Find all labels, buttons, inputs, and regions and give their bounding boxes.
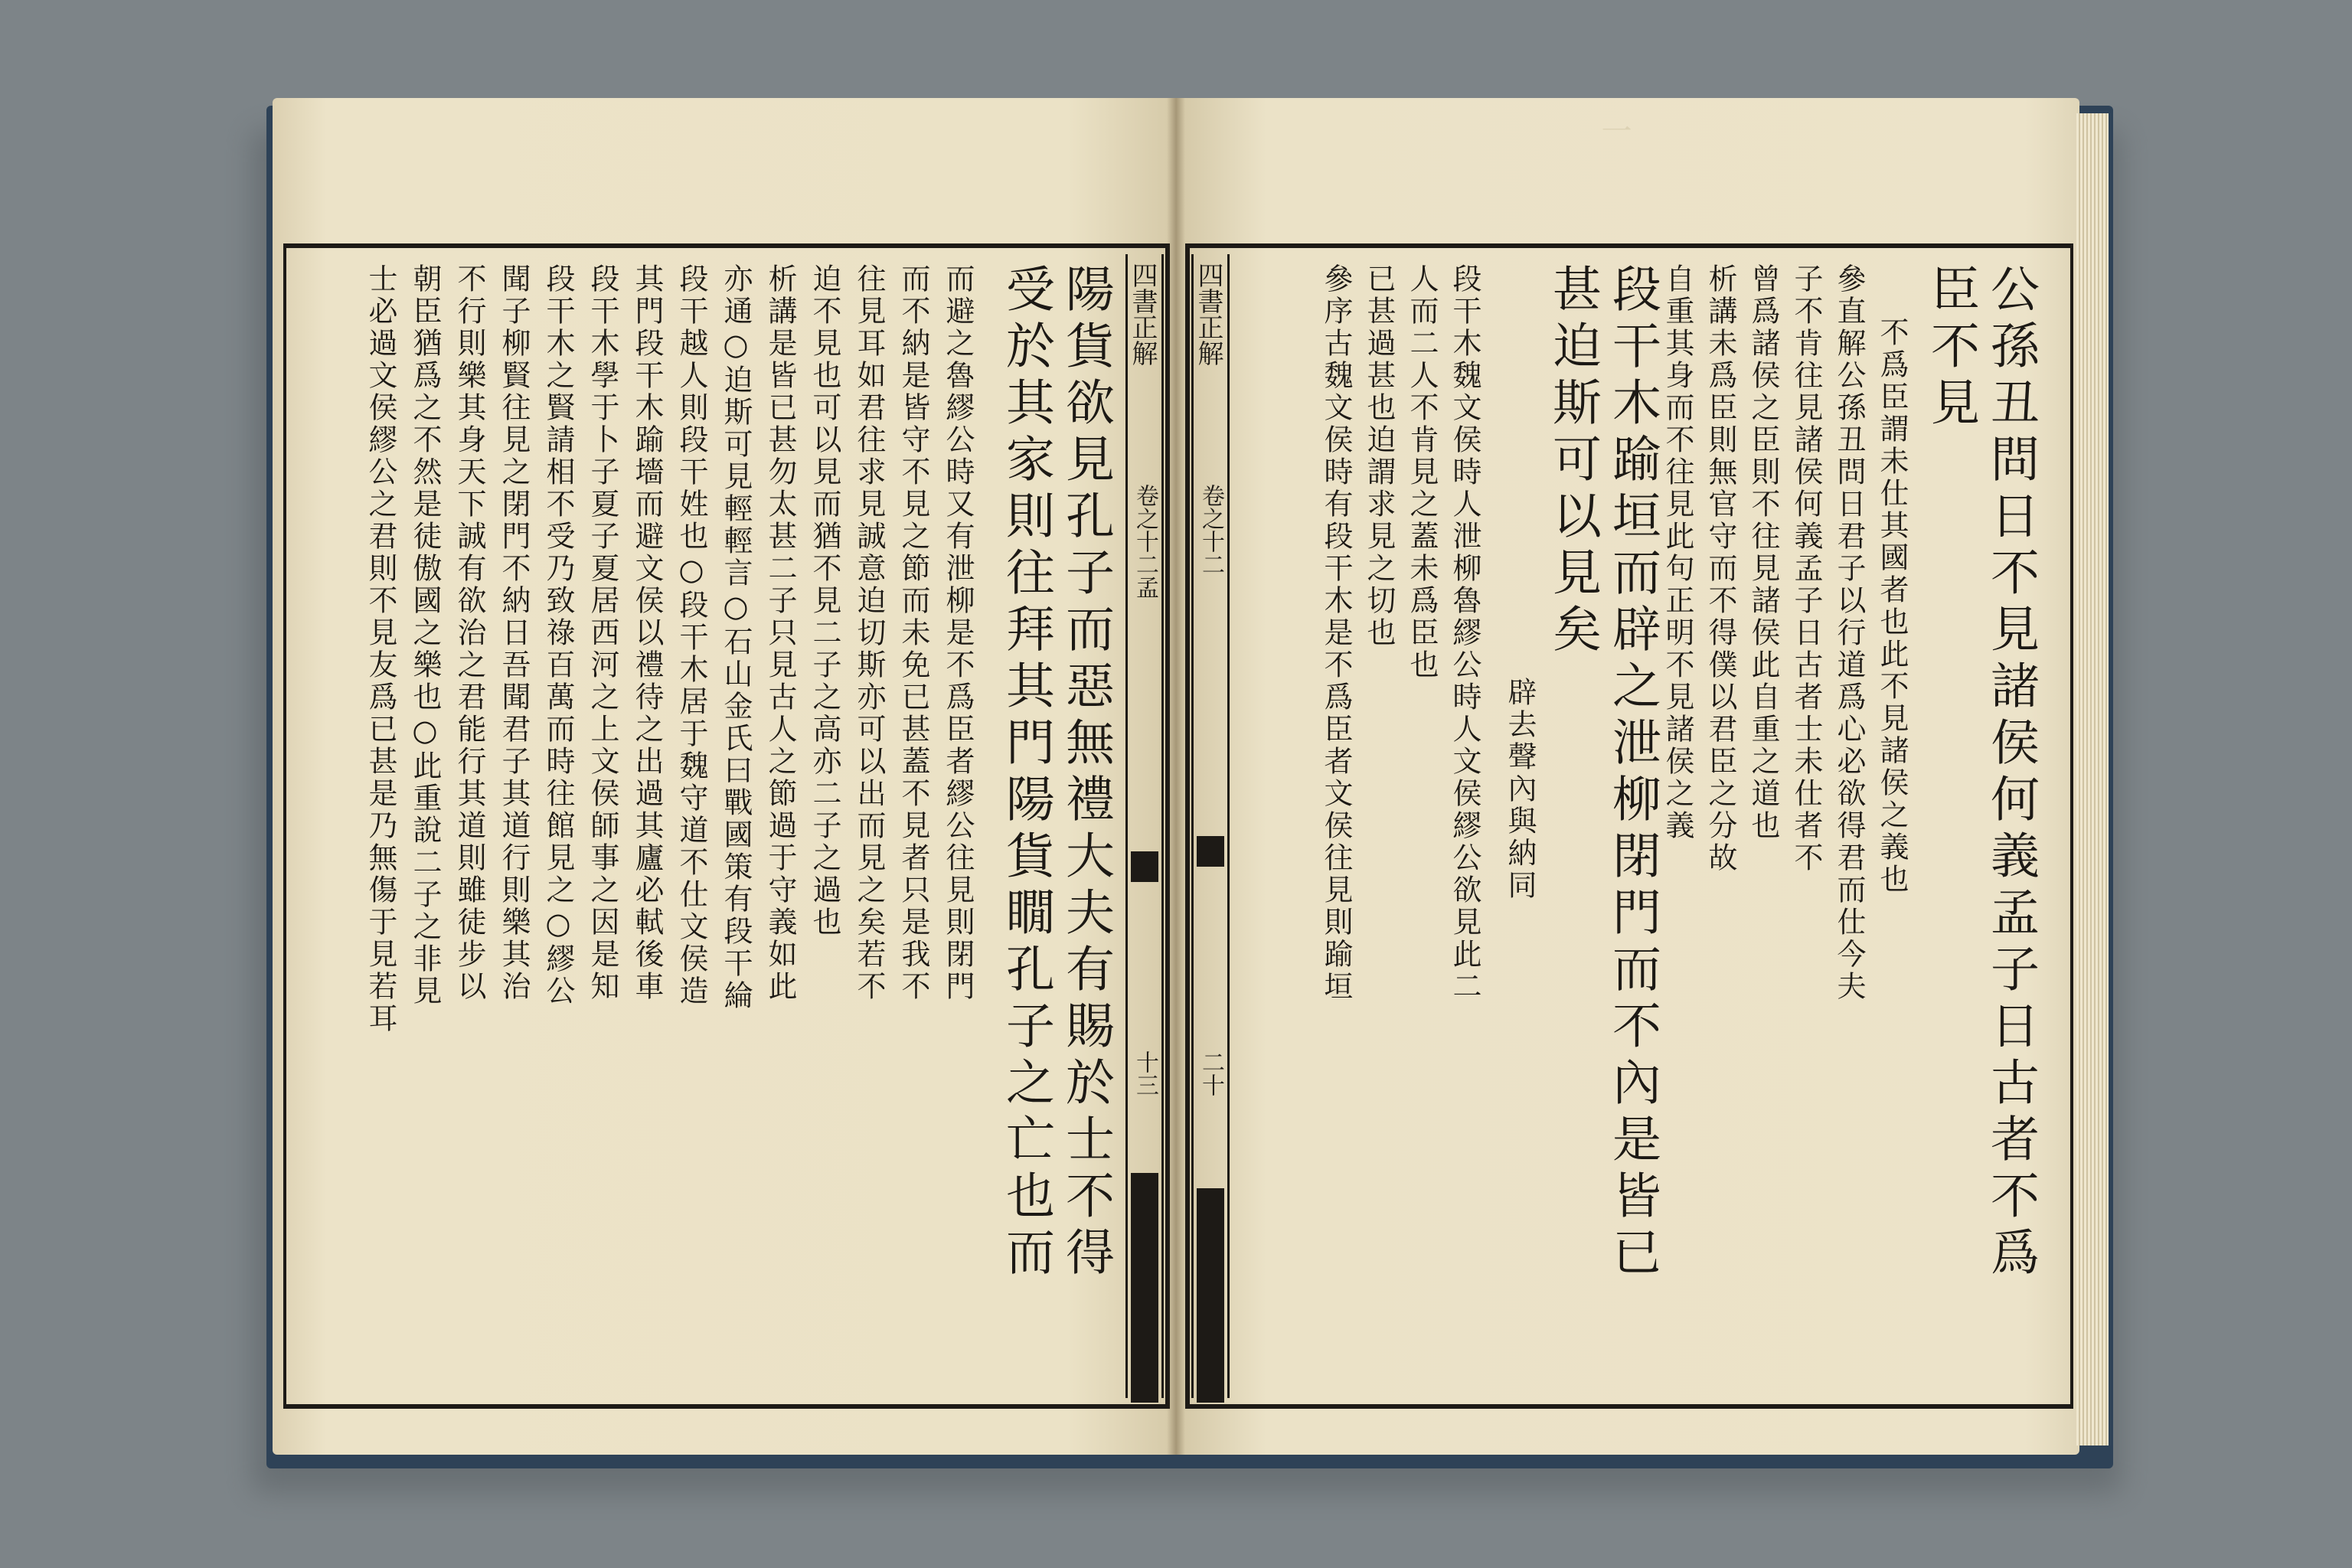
left-small-column-1: 而避之魯繆公時又有泄柳是不爲臣者繆公往見則閉門 <box>941 263 975 1003</box>
right-big-column-4: 甚迫斯可以見矣 <box>1544 263 1601 660</box>
right-small-column-9: 人而二人不肯見之蓋未爲臣也 <box>1405 263 1439 681</box>
right-small-column-8: 段干木魏文侯時人泄柳魯繆公時人文侯繆公欲見此二 <box>1448 263 1481 1003</box>
left-small-column-6: 亦通○迫斯可見輕輕言○石山金氏曰戰國策有段干綸 <box>719 263 753 1012</box>
page-edges <box>2076 113 2109 1446</box>
left-big-column-1: 陽貨欲見孔子而惡無禮大夫有賜於士不得 <box>1057 263 1114 1283</box>
right-small-column-10: 已甚過甚也迫謂求見之切也 <box>1362 263 1396 649</box>
right-small-column-2: 參直解公孫丑問日君子以行道爲心必欲得君而仕今夫 <box>1832 263 1866 1003</box>
right-small-column-4: 曾爲諸侯之臣則不往見諸侯此自重之道也 <box>1746 263 1780 842</box>
right-small-column-11: 參序古魏文侯時有段干木是不爲臣者文侯往見則踰垣 <box>1319 263 1353 1003</box>
right-small-column-7: 辟去聲內與納同 <box>1503 677 1537 902</box>
right-header-volume: 卷之十二 <box>1197 484 1224 576</box>
right-small-column-6: 自重其身而不往見此句正明不見諸侯之義 <box>1661 263 1694 842</box>
left-small-column-12: 不行則樂其身天下誠有欲治之君能行其道則雖徒步以 <box>452 263 486 1003</box>
right-header-title: 四書正解 <box>1193 262 1223 366</box>
right-small-column-1: 不爲臣謂未仕其國者也此不見諸侯之義也 <box>1875 317 1909 896</box>
bleed-through-mark: 一 <box>1596 115 1632 145</box>
right-page-frame <box>1185 243 2073 1409</box>
fishtail-block <box>1131 851 1158 882</box>
left-small-column-2: 而不納是皆守不見之節而未免已甚蓋不見者只是我不 <box>897 263 930 1003</box>
right-big-column-1: 公孫丑問日不見諸侯何義孟子日古者不爲 <box>1982 263 2039 1283</box>
left-small-column-3: 往見耳如君往求見誠意迫切斯亦可以出而見之矣若不 <box>852 263 886 1003</box>
left-small-column-7: 段干越人則段干姓也○段干木居于魏守道不仕文侯造 <box>675 263 708 1008</box>
left-small-column-9: 段干木學于卜子夏子夏居西河之上文侯師事之因是知 <box>586 263 619 1003</box>
left-small-column-14: 士必過文侯繆公之君則不見友爲已甚是乃無傷于見若耳 <box>364 263 397 1035</box>
fishtail-block <box>1197 836 1224 867</box>
book-gutter <box>1167 98 1185 1455</box>
left-big-column-2: 受於其家則往拜其門陽貨瞯孔子之亡也而 <box>998 263 1054 1283</box>
right-big-column-3: 段干木踰垣而辟之泄柳閉門而不內是皆已 <box>1604 263 1661 1283</box>
right-small-column-5: 析講未爲臣則無官守而不得僕以君臣之分故 <box>1704 263 1737 874</box>
left-small-column-13: 朝臣猶爲之不然是徒傲國之樂也○此重說二子之非見 <box>408 263 442 1008</box>
left-small-column-4: 迫不見也可以見而猶不見二子之高亦二子之過也 <box>808 263 841 939</box>
left-small-column-5: 析講是皆已甚勿太甚二子只見古人之節過于守義如此 <box>763 263 797 1003</box>
right-header-page-number: 二十 <box>1197 1050 1224 1096</box>
left-small-column-11: 聞子柳賢往見之閉門不納日吾聞君子其道行則樂其治 <box>497 263 531 1003</box>
left-page-frame <box>283 243 1170 1409</box>
right-page-running-header <box>1191 254 1230 1398</box>
black-block-bottom <box>1197 1188 1224 1403</box>
left-header-volume: 卷之十二孟 <box>1132 484 1158 599</box>
left-small-column-8: 其門段干木踰墻而避文侯以禮待之出過其廬必軾後車 <box>630 263 664 1003</box>
right-big-column-2: 臣不見 <box>1922 263 1979 433</box>
left-header-title: 四書正解 <box>1127 262 1158 366</box>
left-small-column-10: 段干木之賢請相不受乃致祿百萬而時往館見之○繆公 <box>541 263 575 1008</box>
left-header-page-number: 十三 <box>1132 1050 1158 1096</box>
left-page-running-header <box>1125 254 1164 1398</box>
right-small-column-3: 子不肯往見諸侯何義孟子日古者士未仕者不 <box>1789 263 1823 874</box>
black-block-bottom <box>1131 1173 1158 1403</box>
